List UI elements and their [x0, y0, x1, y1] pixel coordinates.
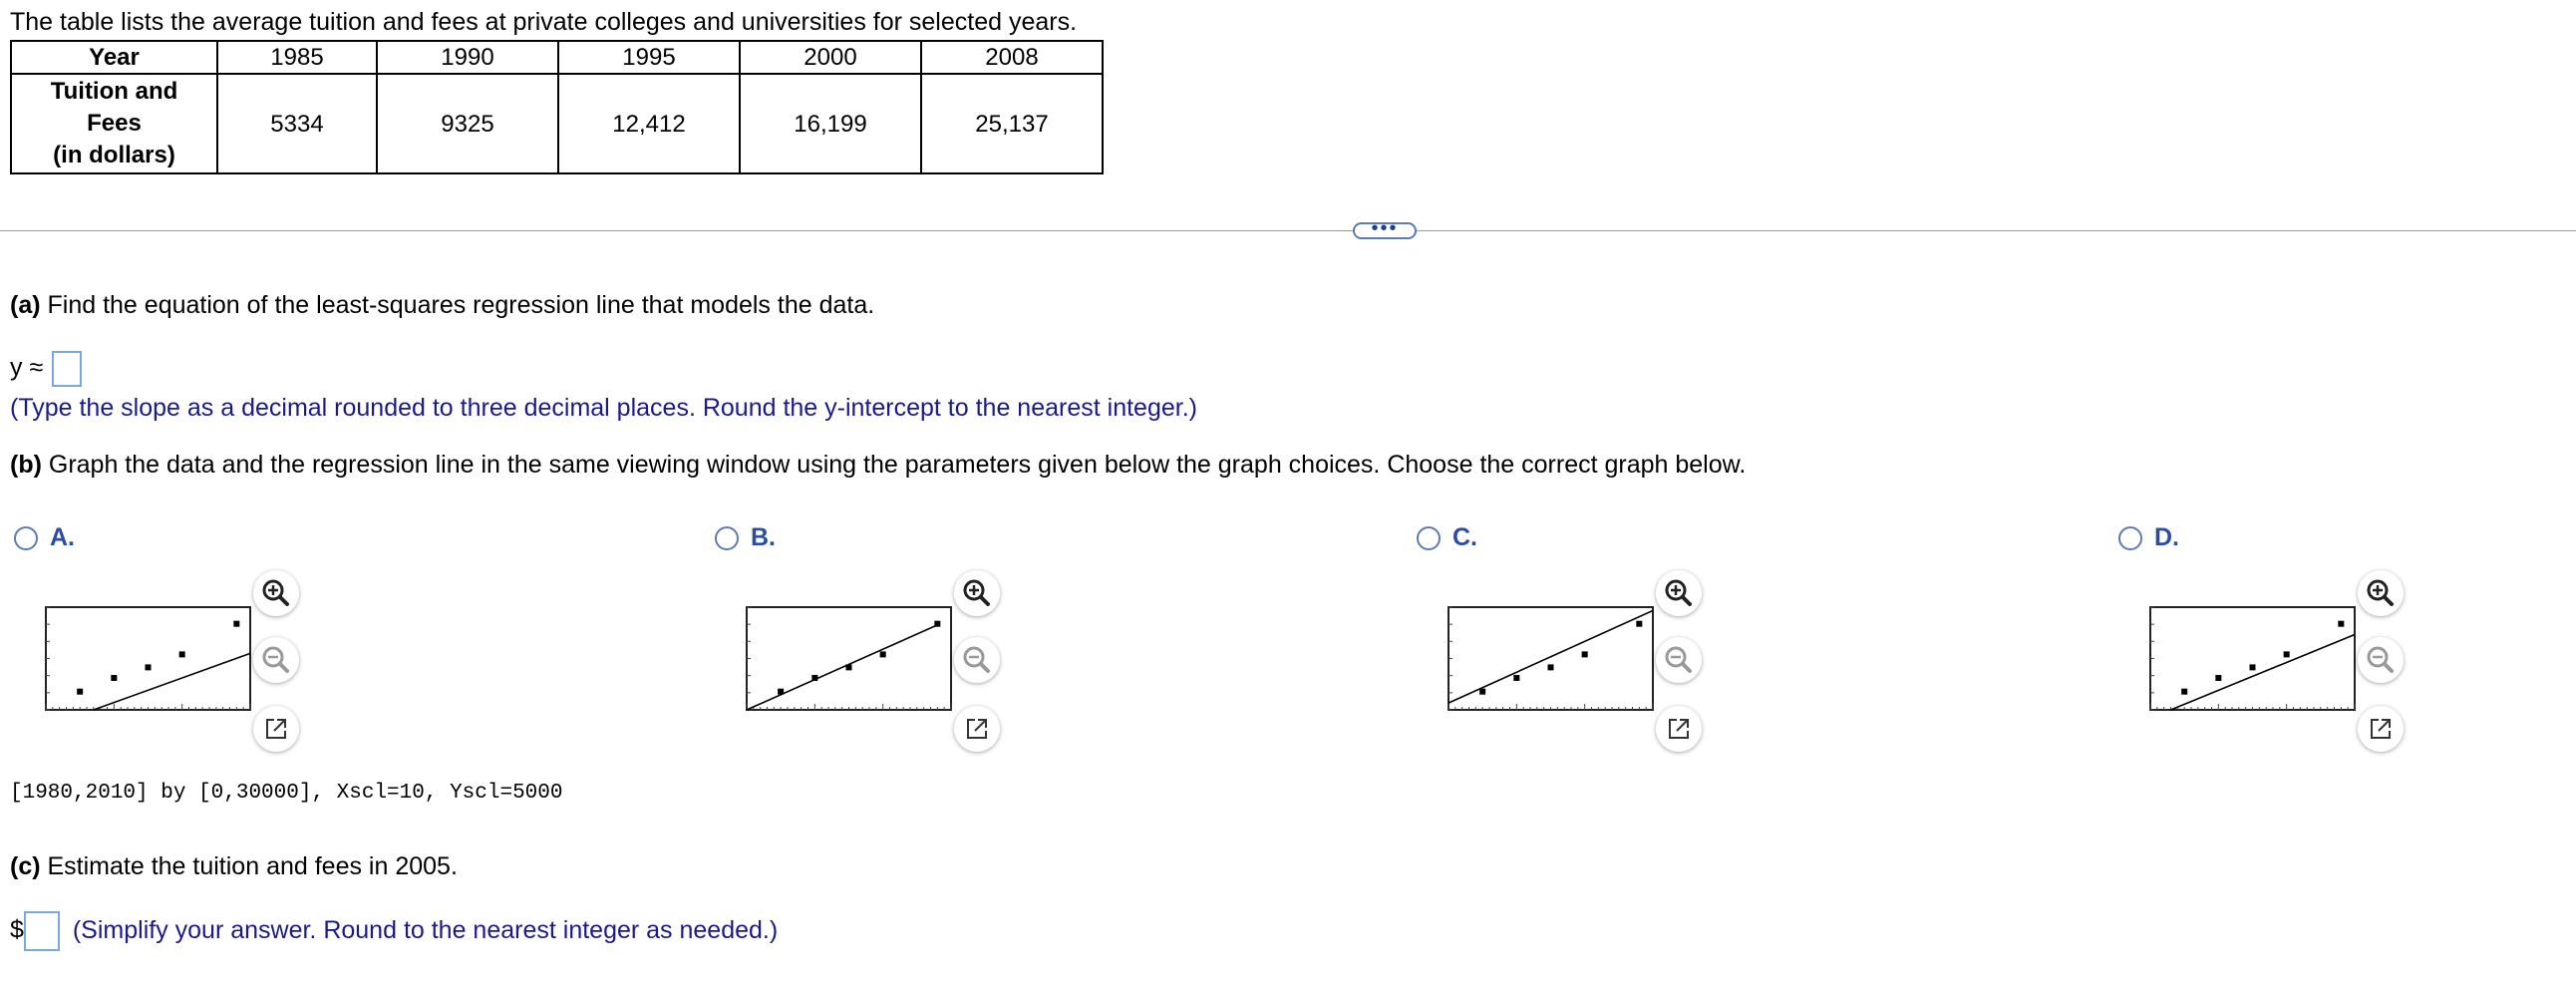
- table-row-fees: [11, 74, 1103, 173]
- data-point: [179, 651, 185, 657]
- data-point: [111, 675, 117, 681]
- option-d-radio[interactable]: [2118, 526, 2142, 550]
- option-d-label: D.: [2154, 523, 2179, 551]
- fees-header-line: Fees: [87, 110, 142, 137]
- table-cell-fee: 25,137: [921, 74, 1103, 173]
- open-new-window-icon: [1656, 706, 1702, 752]
- graph-c: [1447, 605, 1656, 720]
- part-a-equation: [10, 351, 82, 387]
- data-point: [1636, 621, 1642, 627]
- plot-frame: [46, 607, 250, 710]
- data-point: [2250, 664, 2256, 670]
- table-cell-year: 1990: [377, 41, 558, 74]
- open-window-button[interactable]: [954, 706, 1000, 752]
- table-cell-fee: 12,412: [558, 74, 740, 173]
- intro-text: The table lists the average tuition and fees at private colleges and universities for selected years.: [10, 8, 1078, 36]
- part-c-hint: (Simplify your answer. Round to the nearest integer as needed.): [72, 915, 779, 944]
- zoom-in-button[interactable]: [2358, 570, 2404, 616]
- plot-frame: [747, 607, 951, 710]
- table-cell-fee: 16,199: [740, 74, 921, 173]
- data-point: [880, 651, 886, 657]
- part-a-question: [10, 291, 874, 320]
- part-b-text: Graph the data and the regression line in the same viewing window using the parameters given below the graph choices. Choose the correct graph below.: [41, 451, 1747, 479]
- section-divider: [0, 230, 2576, 231]
- table-header-year: Year: [11, 41, 217, 74]
- zoom-out-icon: [2358, 637, 2404, 683]
- open-new-window-icon: [954, 706, 1000, 752]
- tuition-table: [10, 40, 1104, 174]
- table-cell-year: 2000: [740, 41, 921, 74]
- zoom-in-button[interactable]: [1656, 570, 1702, 616]
- option-c-radio[interactable]: [1417, 526, 1441, 550]
- equation-prefix: y ≈: [10, 353, 44, 382]
- option-b-label: B.: [751, 523, 776, 551]
- option-b-radio[interactable]: [715, 526, 739, 550]
- zoom-out-button[interactable]: [2358, 637, 2404, 683]
- open-window-button[interactable]: [253, 706, 299, 752]
- zoom-out-button[interactable]: [1656, 637, 1702, 683]
- part-a-text: Find the equation of the least-squares regression line that models the data.: [40, 291, 875, 319]
- table-header-fees: [11, 74, 217, 173]
- regression-answer-input[interactable]: [52, 351, 82, 387]
- data-point: [778, 689, 784, 695]
- open-window-button[interactable]: [1656, 706, 1702, 752]
- table-cell-year: 2008: [921, 41, 1103, 74]
- tuition-estimate-input[interactable]: [24, 911, 60, 951]
- data-point: [934, 621, 940, 627]
- open-new-window-icon: [2358, 706, 2404, 752]
- open-new-window-icon: [253, 706, 299, 752]
- data-point: [1479, 689, 1485, 695]
- data-point: [846, 664, 852, 670]
- option-a-label: A.: [50, 523, 75, 551]
- graph-d: [2148, 605, 2358, 720]
- graph-b: [745, 605, 954, 720]
- data-point: [811, 675, 817, 681]
- more-options-button[interactable]: •••: [1353, 222, 1417, 239]
- part-c-text: Estimate the tuition and fees in 2005.: [40, 852, 458, 880]
- zoom-in-icon: [954, 570, 1000, 616]
- zoom-out-button[interactable]: [954, 637, 1000, 683]
- window-params: [1980,2010] by [0,30000], Xscl=10, Yscl=5000: [10, 782, 563, 805]
- table-cell-fee: 5334: [217, 74, 377, 173]
- plot-frame: [1449, 607, 1653, 710]
- zoom-out-icon: [1656, 637, 1702, 683]
- data-point: [146, 664, 152, 670]
- zoom-in-button[interactable]: [253, 570, 299, 616]
- data-point: [2215, 675, 2221, 681]
- data-point: [2338, 621, 2344, 627]
- zoom-in-icon: [253, 570, 299, 616]
- data-point: [1548, 664, 1554, 670]
- zoom-in-icon: [2358, 570, 2404, 616]
- part-b-label: (b): [10, 451, 42, 479]
- graph-a: [44, 605, 253, 720]
- zoom-in-button[interactable]: [954, 570, 1000, 616]
- dollar-sign: $: [10, 915, 24, 944]
- zoom-in-icon: [1656, 570, 1702, 616]
- data-point: [233, 621, 239, 627]
- part-c-label: (c): [10, 852, 41, 880]
- data-point: [77, 689, 83, 695]
- table-cell-year: 1995: [558, 41, 740, 74]
- zoom-out-icon: [253, 637, 299, 683]
- part-b-question: [10, 451, 1746, 480]
- open-window-button[interactable]: [2358, 706, 2404, 752]
- zoom-out-button[interactable]: [253, 637, 299, 683]
- data-point: [1513, 675, 1519, 681]
- part-a-hint: (Type the slope as a decimal rounded to three decimal places. Round the y-intercept to the nearest integer.): [10, 394, 1197, 422]
- option-c-label: C.: [1452, 523, 1477, 551]
- fees-header-line: Tuition and: [50, 78, 178, 105]
- table-cell-year: 1985: [217, 41, 377, 74]
- data-point: [2181, 689, 2187, 695]
- plot-frame: [2150, 607, 2355, 710]
- fees-header-line: (in dollars): [53, 142, 175, 168]
- part-c-question: [10, 852, 458, 881]
- table-cell-fee: 9325: [377, 74, 558, 173]
- option-a-radio[interactable]: [14, 526, 38, 550]
- table-row-year: [11, 41, 1103, 74]
- part-a-label: (a): [10, 291, 41, 319]
- zoom-out-icon: [954, 637, 1000, 683]
- part-c-answer-row: [10, 911, 778, 951]
- data-point: [1582, 651, 1588, 657]
- data-point: [2284, 651, 2290, 657]
